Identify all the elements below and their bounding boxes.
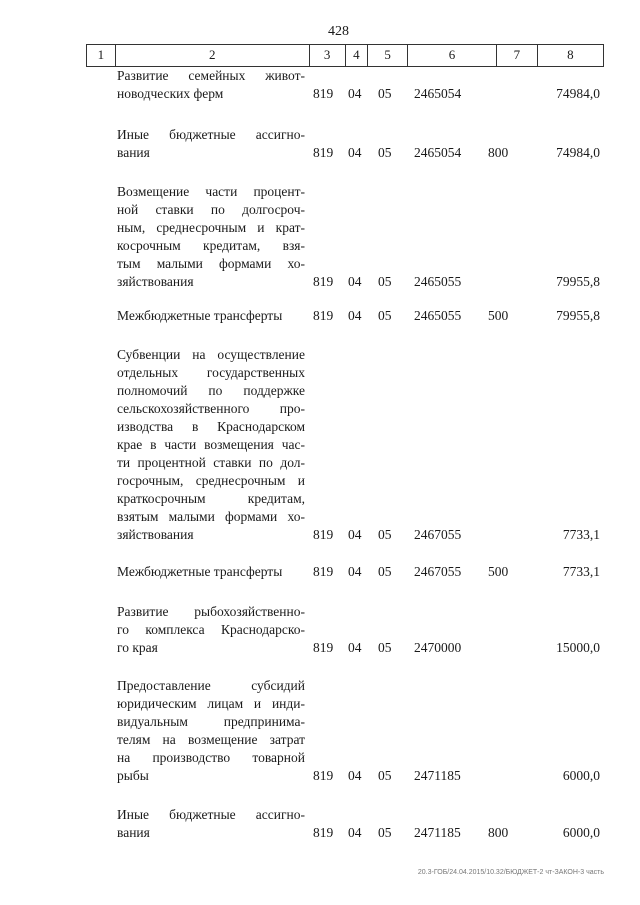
row-name bbox=[117, 183, 305, 291]
amount: 6000,0 bbox=[562, 825, 600, 840]
amount: 79955,8 bbox=[556, 308, 600, 323]
table-header bbox=[86, 44, 604, 67]
code-subsection: 05 bbox=[378, 564, 392, 579]
row-name-line: Возмещение части процент- bbox=[117, 184, 305, 199]
code-section: 04 bbox=[348, 768, 362, 783]
column-header-4: 4 bbox=[346, 45, 369, 66]
row-name-line: рыбы bbox=[117, 768, 149, 783]
column-header-3: 3 bbox=[310, 45, 346, 66]
code-subsection: 05 bbox=[378, 308, 392, 323]
row-name bbox=[117, 563, 305, 581]
row-name bbox=[117, 67, 305, 103]
code-section: 04 bbox=[348, 308, 362, 323]
code-subsection: 05 bbox=[378, 527, 392, 542]
code-expense-type: 500 bbox=[488, 564, 509, 579]
code-target: 2465055 bbox=[414, 308, 462, 323]
code-section: 04 bbox=[348, 527, 362, 542]
code-chapter: 819 bbox=[313, 768, 334, 783]
row-name-line: госрочным, среднесрочным и bbox=[117, 473, 305, 488]
row-name-line: Иные бюджетные ассигно- bbox=[117, 127, 305, 142]
code-target: 2471185 bbox=[414, 768, 461, 783]
code-subsection: 05 bbox=[378, 145, 392, 160]
code-expense-type: 800 bbox=[488, 145, 509, 160]
code-section: 04 bbox=[348, 640, 362, 655]
amount: 15000,0 bbox=[556, 640, 600, 655]
row-name-line: зяйствования bbox=[117, 274, 194, 289]
row-name-line: видуальным предпринима- bbox=[117, 714, 305, 729]
column-header-7: 7 bbox=[497, 45, 538, 66]
row-name-line: телям на возмещение затрат bbox=[117, 732, 305, 747]
code-chapter: 819 bbox=[313, 86, 334, 101]
code-target: 2465054 bbox=[414, 145, 462, 160]
row-name-line: сельскохозяйственного про- bbox=[117, 401, 305, 416]
row-name-line: Субвенции на осуществление bbox=[117, 347, 305, 362]
row-name-line: го края bbox=[117, 640, 158, 655]
code-section: 04 bbox=[348, 274, 362, 289]
code-chapter: 819 bbox=[313, 274, 334, 289]
amount: 74984,0 bbox=[556, 86, 600, 101]
code-chapter: 819 bbox=[313, 145, 334, 160]
code-subsection: 05 bbox=[378, 274, 392, 289]
amount: 7733,1 bbox=[562, 527, 600, 542]
code-target: 2471185 bbox=[414, 825, 461, 840]
row-name-line: Развитие семейных живот- bbox=[117, 68, 305, 83]
row-name-line: зяйствования bbox=[117, 527, 194, 542]
code-section: 04 bbox=[348, 86, 362, 101]
row-name bbox=[117, 806, 305, 842]
column-header-5: 5 bbox=[368, 45, 408, 66]
code-chapter: 819 bbox=[313, 564, 334, 579]
row-name bbox=[117, 603, 305, 657]
row-name-line: вания bbox=[117, 825, 150, 840]
code-subsection: 05 bbox=[378, 825, 392, 840]
code-target: 2465054 bbox=[414, 86, 462, 101]
code-subsection: 05 bbox=[378, 768, 392, 783]
row-name-line: юридическим лицам и инди- bbox=[117, 696, 305, 711]
document-footer: 20.3-ГОБ/24.04.2015/10.32/БЮДЖЕТ-2 чт-ЗАКОН-3 часть bbox=[417, 869, 604, 876]
code-target: 2465055 bbox=[414, 274, 462, 289]
row-name bbox=[117, 126, 305, 162]
row-name-line: на производство товарной bbox=[117, 750, 305, 765]
code-section: 04 bbox=[348, 564, 362, 579]
column-header-2: 2 bbox=[116, 45, 310, 66]
amount: 6000,0 bbox=[562, 768, 600, 783]
row-name-line: взятым малыми формами хо- bbox=[117, 509, 305, 524]
column-header-6: 6 bbox=[408, 45, 497, 66]
row-name-line: новодческих ферм bbox=[117, 86, 224, 101]
row-name bbox=[117, 677, 305, 785]
code-expense-type: 500 bbox=[488, 308, 509, 323]
code-target: 2467055 bbox=[414, 527, 462, 542]
column-header-8: 8 bbox=[567, 47, 574, 62]
row-name-line: изводства в Краснодарском bbox=[117, 419, 305, 434]
row-name-line: тым малыми формами хо- bbox=[117, 256, 305, 271]
row-name-line: Предоставление субсидий bbox=[117, 678, 305, 693]
row-name-line: го комплекса Краснодарско- bbox=[117, 622, 305, 637]
column-header-1: 1 bbox=[87, 45, 116, 66]
amount: 7733,1 bbox=[562, 564, 600, 579]
code-subsection: 05 bbox=[378, 640, 392, 655]
row-name-line: крае в части возмещения час- bbox=[117, 437, 305, 452]
row-name-line: отдельных государственных bbox=[117, 365, 305, 380]
row-name bbox=[117, 307, 305, 325]
amount: 79955,8 bbox=[556, 274, 600, 289]
amount: 74984,0 bbox=[556, 145, 600, 160]
code-chapter: 819 bbox=[313, 825, 334, 840]
code-expense-type: 800 bbox=[488, 825, 509, 840]
code-chapter: 819 bbox=[313, 308, 334, 323]
code-section: 04 bbox=[348, 825, 362, 840]
row-name-line: Иные бюджетные ассигно- bbox=[117, 807, 305, 822]
code-chapter: 819 bbox=[313, 640, 334, 655]
row-name bbox=[117, 346, 305, 544]
code-chapter: 819 bbox=[313, 527, 334, 542]
row-name-line: вания bbox=[117, 145, 150, 160]
row-name-line: ти процентной ставки по дол- bbox=[117, 455, 305, 470]
row-name-line: Развитие рыбохозяйственно- bbox=[117, 604, 305, 619]
row-name-line: ной ставки по долгосроч- bbox=[117, 202, 305, 217]
code-target: 2467055 bbox=[414, 564, 462, 579]
row-name-line: Межбюджетные трансферты bbox=[117, 308, 283, 323]
page-number: 428 bbox=[328, 24, 349, 39]
code-section: 04 bbox=[348, 145, 362, 160]
code-target: 2470000 bbox=[414, 640, 462, 655]
row-name-line: Межбюджетные трансферты bbox=[117, 564, 283, 579]
code-subsection: 05 bbox=[378, 86, 392, 101]
row-name-line: краткосрочным кредитам, bbox=[117, 491, 305, 506]
row-name-line: ным, среднесрочным и крат- bbox=[117, 220, 305, 235]
row-name-line: косрочным кредитам, взя- bbox=[117, 238, 305, 253]
row-name-line: полномочий по поддержке bbox=[117, 383, 305, 398]
